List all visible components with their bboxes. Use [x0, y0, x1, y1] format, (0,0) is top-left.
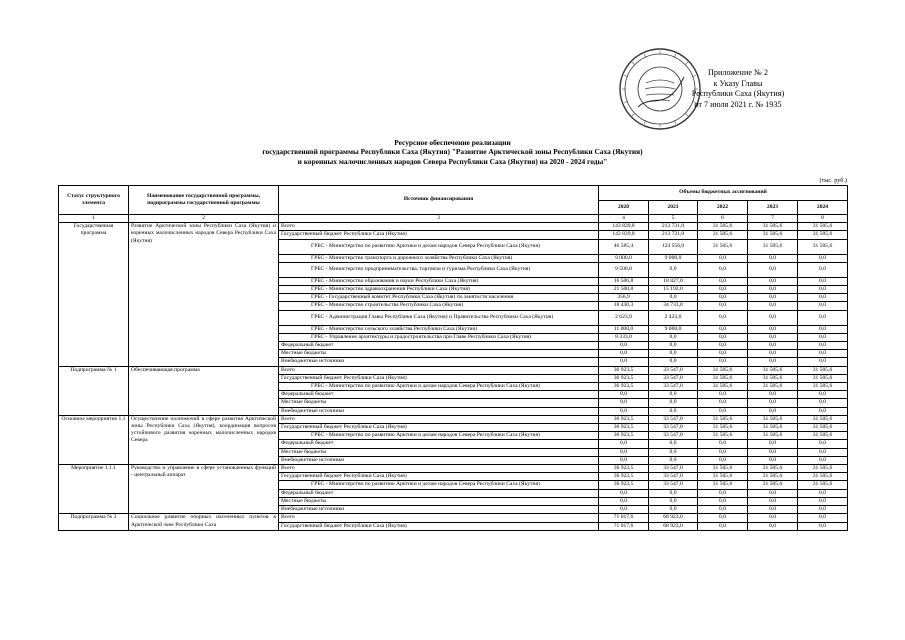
budget-value: 33 547,0: [649, 415, 698, 423]
budget-value: 0,0: [748, 325, 798, 333]
budget-value: 0,0: [748, 522, 798, 530]
budget-value: 0,0: [748, 333, 798, 341]
budget-value: 33 547,0: [649, 366, 698, 374]
budget-value: 0,0: [748, 310, 798, 325]
budget-value: 0,0: [698, 391, 748, 399]
table-row: [59, 366, 848, 374]
funding-source: ГРБС - Министерство образования и науки Республики Саха (Якутия): [279, 277, 599, 285]
column-number-row: [59, 215, 848, 223]
budget-value: 0,0: [798, 333, 848, 341]
budget-value: 0,0: [599, 358, 649, 366]
program-name: Социальное развитие опорных населенных пунктов в Арктической зоне Республики Саха: [129, 514, 279, 530]
budget-value: 0,0: [649, 456, 698, 464]
funding-source: ГРБС - Администрация Главы Республики Саха (Якутия) и Правительства Республики Саха (Якутия): [279, 310, 599, 325]
budget-value: 36 923,5: [599, 374, 649, 382]
budget-value: 0,0: [798, 448, 848, 456]
funding-source: Внебюджетные источники: [279, 506, 599, 514]
budget-value: 0,0: [798, 440, 848, 448]
funding-source: Местные бюджеты: [279, 497, 599, 505]
budget-value: 31 505,6: [698, 473, 748, 481]
budget-value: 0,0: [698, 506, 748, 514]
budget-value: 0,0: [599, 407, 649, 415]
program-name: Осуществление полномочий в сфере развития Арктической зоны Республики Саха (Якутия), координация вопросов устойчивого развития коренных малочисленных народов Севера: [129, 415, 279, 464]
budget-value: 143 839,8: [599, 223, 649, 231]
table-row: [59, 223, 848, 231]
budget-value: 31 505,6: [798, 424, 848, 432]
funding-source: ГРБС - Министерство предпринимательства, торговли и туризма Республики Саха (Якутия): [279, 262, 599, 277]
column-number: 8: [798, 215, 848, 223]
funding-source: ГРБС - Министерство по развитию Арктики и делам народов Севера Республики Саха (Якутия): [279, 481, 599, 489]
budget-value: 0,0: [798, 254, 848, 262]
funding-source: Внебюджетные источники: [279, 456, 599, 464]
header-year: 2021: [649, 201, 698, 215]
column-number: 7: [748, 215, 798, 223]
budget-value: 0,0: [698, 399, 748, 407]
appendix-line: Приложение № 2: [708, 68, 768, 77]
budget-value: 0,0: [698, 440, 748, 448]
budget-value: 0,0: [599, 456, 649, 464]
budget-value: 0,0: [649, 333, 698, 341]
budget-value: 0,0: [798, 262, 848, 277]
budget-value: 18 430,3: [599, 302, 649, 310]
budget-value: 0,0: [698, 456, 748, 464]
budget-value: 0,0: [599, 489, 649, 497]
budget-value: 0,0: [798, 350, 848, 358]
budget-value: 36 923,5: [599, 415, 649, 423]
budget-value: 0,0: [798, 506, 848, 514]
header-name: Наименование государственной программы, подпрограммы государственной программы: [129, 186, 279, 215]
budget-value: 31 505,6: [698, 424, 748, 432]
funding-source: Всего: [279, 514, 599, 522]
budget-value: 0,0: [698, 294, 748, 302]
budget-value: 31 505,6: [698, 223, 748, 231]
budget-value: 11 000,0: [599, 325, 649, 333]
budget-value: 36 923,5: [599, 473, 649, 481]
budget-value: 0,0: [798, 294, 848, 302]
budget-value: 0,0: [649, 350, 698, 358]
budget-value: 9 000,0: [599, 254, 649, 262]
budget-value: 0,0: [798, 399, 848, 407]
budget-value: 0,0: [698, 342, 748, 350]
appendix-line: к Указу Главы: [713, 78, 763, 88]
funding-source: Государственный бюджет Республики Саха (Якутия): [279, 473, 599, 481]
funding-source: Местные бюджеты: [279, 350, 599, 358]
column-number: 2: [129, 215, 279, 223]
budget-value: 31 505,6: [748, 432, 798, 440]
budget-value: 0,0: [748, 350, 798, 358]
budget-value: 0,0: [798, 302, 848, 310]
budget-value: 36 923,5: [599, 383, 649, 391]
budget-value: 68 923,0: [649, 514, 698, 522]
budget-value: 0,0: [649, 489, 698, 497]
budget-value: 0,0: [698, 325, 748, 333]
budget-value: 0,0: [798, 489, 848, 497]
budget-value: 31 505,6: [748, 473, 798, 481]
budget-value: 33 547,0: [649, 481, 698, 489]
header-year: 2020: [599, 201, 649, 215]
budget-value: 0,0: [649, 342, 698, 350]
budget-value: 0,0: [649, 407, 698, 415]
budget-value: 0,0: [698, 489, 748, 497]
budget-value: 31 505,6: [698, 465, 748, 473]
column-number: 6: [698, 215, 748, 223]
budget-value: 31 505,6: [748, 481, 798, 489]
funding-source: ГРБС - Министерство транспорта и дорожного хозяйства Республики Саха (Якутия): [279, 254, 599, 262]
budget-value: 33 547,0: [649, 473, 698, 481]
table-row: [59, 415, 848, 423]
budget-value: 0,0: [649, 506, 698, 514]
budget-value: 0,0: [649, 399, 698, 407]
budget-value: 31 505,6: [798, 383, 848, 391]
budget-value: 0,0: [748, 514, 798, 522]
budget-value: 71 017,6: [599, 522, 649, 530]
budget-value: 31 505,6: [748, 415, 798, 423]
budget-value: 0,0: [748, 506, 798, 514]
budget-value: 0,0: [798, 514, 848, 522]
budget-value: 0,0: [599, 399, 649, 407]
budget-value: 0,0: [798, 358, 848, 366]
budget-value: 31 505,6: [698, 415, 748, 423]
budget-value: 0,0: [748, 440, 798, 448]
header-year: 2023: [748, 201, 798, 215]
appendix-block: [678, 68, 798, 110]
budget-value: 356,9: [599, 294, 649, 302]
budget-value: 31 505,6: [798, 415, 848, 423]
document-title: [0, 138, 905, 166]
funding-source: Всего: [279, 366, 599, 374]
budget-value: 0,0: [798, 497, 848, 505]
funding-source: ГРБС - Министерство по развитию Арктики и делам народов Севера Республики Саха (Якутия): [279, 432, 599, 440]
budget-value: 0,0: [599, 448, 649, 456]
budget-value: 2 423,0: [649, 310, 698, 325]
budget-value: 18 827,0: [649, 277, 698, 285]
units-label: (тыс. руб.): [819, 177, 847, 184]
budget-value: 31 505,6: [748, 239, 798, 254]
budget-value: 213 731,0: [649, 231, 698, 239]
header-year: 2022: [698, 201, 748, 215]
budget-value: 36 923,5: [599, 366, 649, 374]
funding-source: ГРБС - Министерство по развитию Арктики и делам народов Севера Республики Саха (Якутия): [279, 383, 599, 391]
budget-value: 0,0: [748, 448, 798, 456]
budget-value: 31 505,6: [798, 231, 848, 239]
budget-value: 31 505,6: [748, 366, 798, 374]
budget-value: 0,0: [748, 391, 798, 399]
funding-source: Всего: [279, 415, 599, 423]
budget-value: 33 547,0: [649, 424, 698, 432]
funding-source: Местные бюджеты: [279, 399, 599, 407]
budget-value: 0,0: [798, 407, 848, 415]
budget-value: 33 547,0: [649, 465, 698, 473]
budget-value: 0,0: [748, 489, 798, 497]
budget-value: 143 839,8: [599, 231, 649, 239]
budget-value: 0,0: [698, 277, 748, 285]
budget-value: 0,0: [748, 342, 798, 350]
funding-source: Федеральный бюджет: [279, 342, 599, 350]
funding-source: Федеральный бюджет: [279, 489, 599, 497]
funding-source: Федеральный бюджет: [279, 391, 599, 399]
budget-value: 0,0: [748, 262, 798, 277]
budget-value: 0,0: [599, 506, 649, 514]
budget-value: 71 017,6: [599, 514, 649, 522]
budget-value: 0,0: [798, 310, 848, 325]
budget-value: 9 500,0: [599, 262, 649, 277]
budget-value: 0,0: [649, 391, 698, 399]
budget-value: 31 505,6: [798, 481, 848, 489]
budget-value: 33 547,0: [649, 374, 698, 382]
funding-source: ГРБС - Государственный комитет Республики Саха (Якутия) по занятости населения: [279, 294, 599, 302]
budget-value: 0,0: [748, 399, 798, 407]
budget-value: 36 923,5: [599, 432, 649, 440]
budget-value: 0,0: [599, 497, 649, 505]
budget-value: 0,0: [798, 277, 848, 285]
budget-value: 0,0: [748, 407, 798, 415]
appendix-line: Республики Саха (Якутия): [691, 89, 785, 98]
column-number: 5: [649, 215, 698, 223]
budget-value: 0,0: [599, 342, 649, 350]
budget-value: 34 733,0: [649, 302, 698, 310]
budget-value: 0,0: [798, 342, 848, 350]
budget-value: 0,0: [649, 448, 698, 456]
table-row: [59, 465, 848, 473]
funding-source: ГРБС - Министерство по развитию Арктики и делам народов Севера Республики Саха (Якутия): [279, 239, 599, 254]
funding-source: ГРБС - Министерство сельского хозяйства Республики Саха (Якутия): [279, 325, 599, 333]
budget-value: 31 505,6: [748, 374, 798, 382]
column-number: 1: [59, 215, 129, 223]
budget-value: 0,0: [599, 350, 649, 358]
budget-value: 0,0: [649, 440, 698, 448]
funding-source: Государственный бюджет Республики Саха (Якутия): [279, 231, 599, 239]
budget-value: 0,0: [748, 456, 798, 464]
budget-value: 2 623,0: [599, 310, 649, 325]
budget-value: 31 505,6: [698, 481, 748, 489]
budget-value: 31 505,6: [698, 383, 748, 391]
budget-value: 0,0: [698, 522, 748, 530]
budget-value: 36 923,5: [599, 424, 649, 432]
column-number: 4: [599, 215, 649, 223]
budget-value: 31 505,6: [698, 366, 748, 374]
budget-value: 0,0: [748, 497, 798, 505]
program-name: Развитие Арктической зоны Республики Саха (Якутия) и коренных малочисленных народов Севера Республики Саха (Якутия): [129, 223, 279, 366]
budget-value: 0,0: [649, 262, 698, 277]
column-number: 3: [279, 215, 599, 223]
budget-value: 0,0: [649, 497, 698, 505]
funding-source: ГРБС - Управление архитектуры и градостроительства при Главе Республики Саха (Якутия): [279, 333, 599, 341]
budget-value: 31 505,6: [798, 239, 848, 254]
budget-value: 0,0: [698, 407, 748, 415]
budget-value: 0,0: [698, 497, 748, 505]
budget-value: 0,0: [649, 294, 698, 302]
funding-source: Государственный бюджет Республики Саха (Якутия): [279, 374, 599, 382]
budget-value: 31 505,6: [698, 239, 748, 254]
budget-value: 31 505,6: [748, 231, 798, 239]
budget-value: 0,0: [698, 254, 748, 262]
funding-source: ГРБС - Министерство строительства Республики Саха (Якутия): [279, 302, 599, 310]
budget-value: 9 000,0: [649, 325, 698, 333]
budget-value: 0,0: [599, 391, 649, 399]
budget-value: 0,0: [748, 254, 798, 262]
budget-value: 0,0: [748, 302, 798, 310]
budget-value: 0,0: [798, 325, 848, 333]
funding-source: Всего: [279, 465, 599, 473]
budget-value: 31 505,6: [698, 231, 748, 239]
budget-value: 0,0: [698, 350, 748, 358]
budget-value: 31 505,6: [748, 383, 798, 391]
title-line: Ресурсное обеспечение реализации: [394, 138, 511, 147]
budget-value: 31 505,6: [748, 424, 798, 432]
budget-value: 31 505,6: [798, 374, 848, 382]
funding-source: Федеральный бюджет: [279, 440, 599, 448]
budget-value: 213 731,0: [649, 223, 698, 231]
budget-value: 0,0: [698, 514, 748, 522]
budget-value: 31 505,6: [748, 465, 798, 473]
table-row: [59, 514, 848, 522]
budget-value: 0,0: [698, 333, 748, 341]
funding-source: Государственный бюджет Республики Саха (Якутия): [279, 424, 599, 432]
budget-value: 15 192,0: [649, 286, 698, 294]
budget-value: 31 505,6: [748, 223, 798, 231]
budget-value: 0,0: [748, 286, 798, 294]
element-status: Основное мероприятие 1.1: [59, 415, 129, 464]
budget-value: 0,0: [649, 358, 698, 366]
element-status: Государственная программа: [59, 223, 129, 366]
budget-value: 31 505,6: [798, 432, 848, 440]
budget-value: 16 506,8: [599, 277, 649, 285]
budget-value: 31 505,6: [798, 473, 848, 481]
budget-value: 0,0: [798, 391, 848, 399]
budget-value: 31 505,6: [798, 366, 848, 374]
element-status: Мероприятие 1.1.1: [59, 465, 129, 514]
appendix-line: от 7 июля 2021 г. № 1935: [694, 99, 782, 109]
budget-value: 0,0: [599, 440, 649, 448]
budget-value: 9 000,0: [649, 254, 698, 262]
budget-value: 68 923,0: [649, 522, 698, 530]
budget-value: 36 923,5: [599, 465, 649, 473]
title-line: и коренных малочисленных народов Севера Республики Саха (Якутия) на 2020 - 2024 годы": [297, 156, 608, 166]
budget-value: 0,0: [748, 277, 798, 285]
budget-value: 8 333,0: [599, 333, 649, 341]
budget-value: 0,0: [748, 294, 798, 302]
budget-value: 46 585,4: [599, 239, 649, 254]
budget-value: 0,0: [698, 286, 748, 294]
budget-value: 36 923,5: [599, 481, 649, 489]
budget-value: 0,0: [698, 310, 748, 325]
funding-source: Местные бюджеты: [279, 448, 599, 456]
budget-value: 0,0: [698, 448, 748, 456]
title-line: государственной программы Республики Саха (Якутия) "Развитие Арктической зоны Республики Саха (Якутия): [262, 147, 643, 157]
budget-value: 0,0: [798, 522, 848, 530]
funding-source: ГРБС - Министерство здравоохранения Республики Саха (Якутия): [279, 286, 599, 294]
element-status: Подпрограмма № 1: [59, 366, 129, 415]
header-volumes: Объемы бюджетных ассигнований: [599, 186, 848, 201]
header-status: Статус структурного элемента: [59, 186, 129, 215]
funding-source: Всего: [279, 223, 599, 231]
budget-value: 33 547,0: [649, 432, 698, 440]
budget-value: 0,0: [698, 358, 748, 366]
funding-source: Государственный бюджет Республики Саха (Якутия): [279, 522, 599, 530]
budget-value: 31 505,6: [698, 432, 748, 440]
budget-value: 31 505,6: [798, 223, 848, 231]
budget-value: 33 547,0: [649, 383, 698, 391]
header-year: 2024: [798, 201, 848, 215]
program-name: Обеспечивающая программа: [129, 366, 279, 415]
budget-value: 124 556,0: [649, 239, 698, 254]
program-name: Руководство и управление в сфере установленных функций - центральный аппарат: [129, 465, 279, 514]
budget-table: [58, 185, 848, 531]
budget-value: 0,0: [748, 358, 798, 366]
budget-value: 0,0: [798, 456, 848, 464]
header-source: Источник финансирования: [279, 186, 599, 215]
budget-value: 31 505,6: [698, 374, 748, 382]
element-status: Подпрограмма № 2: [59, 514, 129, 530]
funding-source: Внебюджетные источники: [279, 358, 599, 366]
budget-value: 0,0: [698, 302, 748, 310]
budget-value: 0,0: [798, 286, 848, 294]
budget-value: 0,0: [698, 262, 748, 277]
budget-value: 21 500,0: [599, 286, 649, 294]
budget-value: 31 505,6: [798, 465, 848, 473]
funding-source: Внебюджетные источники: [279, 407, 599, 415]
